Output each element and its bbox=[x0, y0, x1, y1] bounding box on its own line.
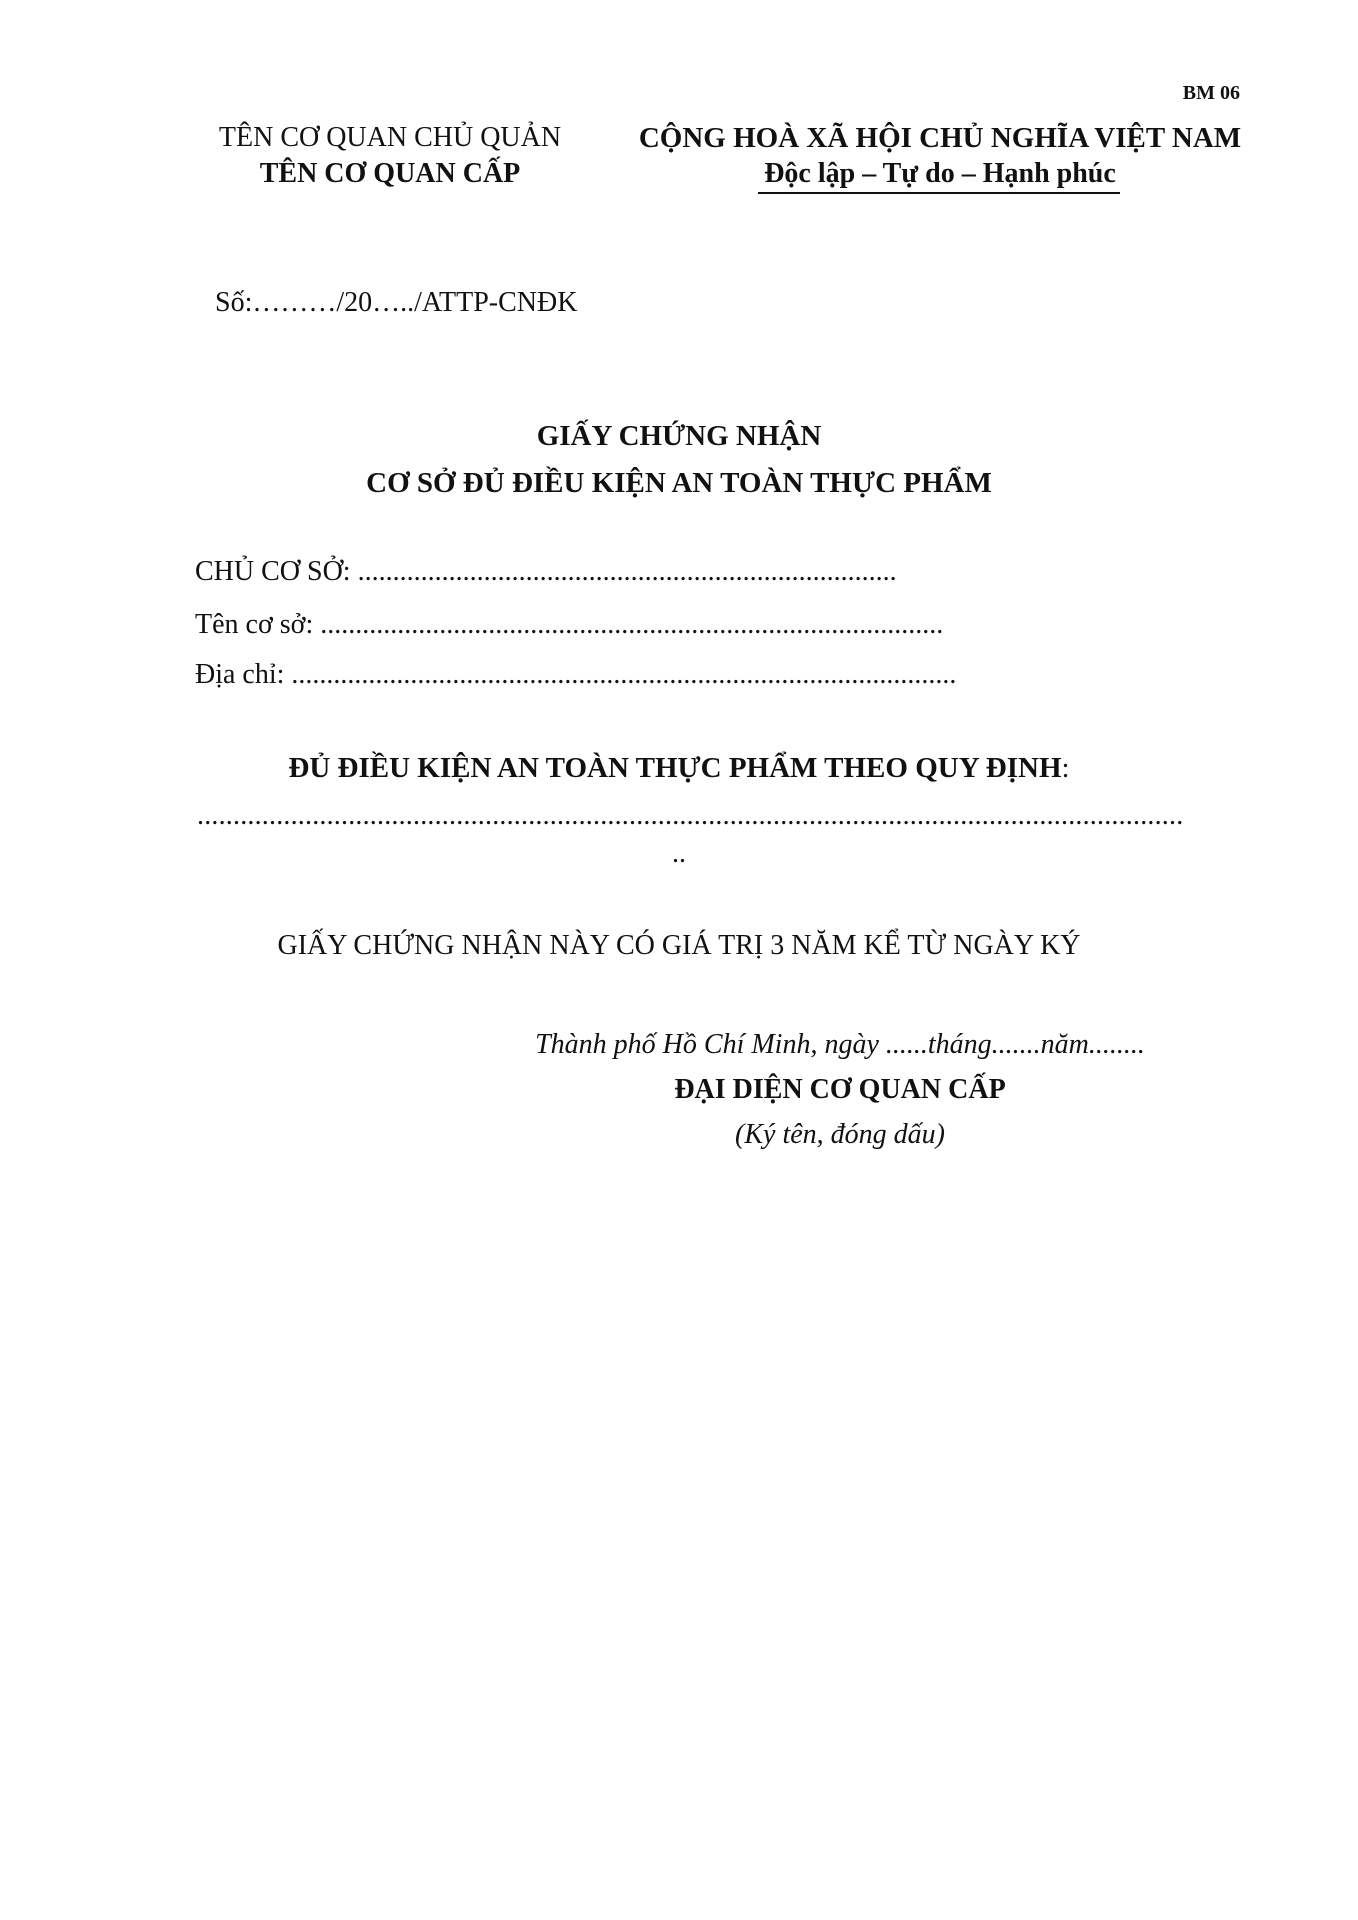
signer-title: ĐẠI DIỆN CƠ QUAN CẤP bbox=[674, 1074, 1006, 1105]
conditions-dots-line: ......................................................................................................................................... bbox=[197, 800, 1184, 831]
validity-statement: GIẤY CHỨNG NHẬN NÀY CÓ GIÁ TRỊ 3 NĂM KỂ TỪ NGÀY KÝ bbox=[277, 930, 1081, 961]
national-motto: Độc lập – Tự do – Hạnh phúc bbox=[764, 158, 1116, 189]
country-name: CỘNG HOÀ XÃ HỘI CHỦ NGHĨA VIỆT NAM bbox=[638, 122, 1242, 154]
conditions-dots-tail: .. bbox=[672, 838, 686, 869]
form-code: BM 06 bbox=[1182, 82, 1240, 104]
certificate-title: GIẤY CHỨNG NHẬN bbox=[536, 420, 822, 452]
owner-field: CHỦ CƠ SỞ: ............................................................................. bbox=[195, 556, 897, 587]
motto-underline bbox=[758, 192, 1120, 194]
conditions-heading-text: ĐỦ ĐIỀU KIỆN AN TOÀN THỰC PHẨM THEO QUY ĐỊNH bbox=[288, 752, 1062, 784]
facility-name-field: Tên cơ sở: ......................................................................................... bbox=[195, 609, 944, 640]
place-date-line: Thành phố Hồ Chí Minh, ngày ......tháng.......năm........ bbox=[535, 1029, 1145, 1060]
document-number: Số:………/20…../ATTP-CNĐK bbox=[215, 287, 578, 318]
issuing-agency-name: TÊN CƠ QUAN CẤP bbox=[259, 158, 521, 189]
parent-agency-name: TÊN CƠ QUAN CHỦ QUẢN bbox=[218, 122, 562, 153]
conditions-heading-colon: : bbox=[1061, 752, 1070, 784]
issuing-agency-header bbox=[190, 120, 590, 192]
certificate-subtitle: CƠ SỞ ĐỦ ĐIỀU KIỆN AN TOÀN THỰC PHẨM bbox=[366, 467, 992, 499]
signature-note: (Ký tên, đóng dấu) bbox=[735, 1119, 945, 1150]
address-field: Địa chỉ: ............................................................................................... bbox=[195, 659, 957, 690]
conditions-heading bbox=[0, 752, 1358, 785]
national-header bbox=[620, 120, 1260, 196]
signature-block bbox=[520, 1022, 1160, 1157]
